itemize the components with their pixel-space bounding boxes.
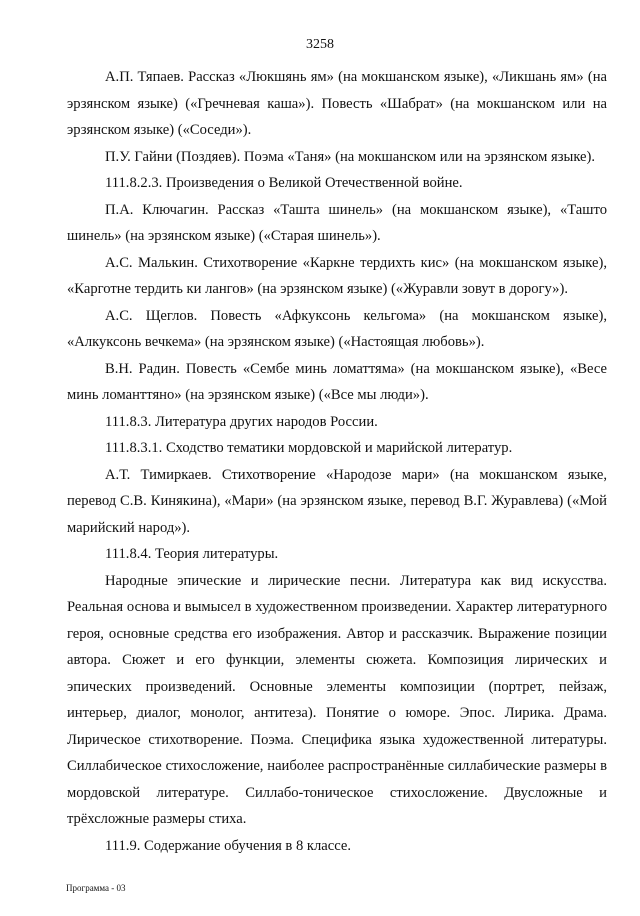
paragraph-tyapaev: А.П. Тяпаев. Рассказ «Люкшянь ям» (на мокшанском языке), «Ликшань ям» (на эрзянском языке) («Гречневая каша»). Повесть «Шабрат» (на мокшанском или на эрзянском языке) («Соседи»). <box>67 69 607 138</box>
page-number: 3258 <box>306 37 334 52</box>
paragraph-timirkaev: А.Т. Тимиркаев. Стихотворение «Народозе мари» (на мокшанском языке, перевод С.В. Кинякина), «Мари» (на эрзянском языке, перевод В.Г. Журавлева) («Мой марийский народ»). <box>67 466 607 536</box>
section-heading-111-8-2-3: 111.8.2.3. Произведения о Великой Отечественной войне. <box>105 175 463 191</box>
section-heading-111-8-4: 111.8.4. Теория литературы. <box>105 546 279 562</box>
paragraph-shcheglov: А.С. Щеглов. Повесть «Афкуксонь кельгома» (на мокшанском языке), «Алкуксонь вечкема» (на эрзянском языке) («Настоящая любовь»). <box>67 307 607 350</box>
document-body <box>67 64 607 859</box>
footer-label: Программа - 03 <box>66 883 126 893</box>
section-heading-111-8-3-1: 111.8.3.1. Сходство тематики мордовской и марийской литератур. <box>105 440 513 456</box>
paragraph-malkin: А.С. Малькин. Стихотворение «Каркне тердихть кис» (на мокшанском языке), «Карготне тердить ки лангов» (на эрзянском языке) («Журавли зовут в дорогу»). <box>67 254 607 297</box>
paragraph-gaini: П.У. Гайни (Поздяев). Поэма «Таня» (на мокшанском или на эрзянском языке). <box>105 148 596 165</box>
section-heading-111-9: 111.9. Содержание обучения в 8 классе. <box>105 837 352 854</box>
section-heading-111-8-3: 111.8.3. Литература других народов России. <box>105 413 378 430</box>
paragraph-radin: В.Н. Радин. Повесть «Сембе минь ломаттяма» (на мокшанском языке), «Весе минь ломанттяно» (на эрзянском языке) («Все мы люди»). <box>67 360 607 403</box>
paragraph-klyuchagin: П.А. Ключагин. Рассказ «Ташта шинель» (на мокшанском языке), «Ташто шинель» (на эрзянском языке) («Старая шинель»). <box>67 201 607 244</box>
paragraph-literary-theory: Народные эпические и лирические песни. Литература как вид искусства. Реальная основа и вымысел в художественном произведении. Характер литературного героя, основные средства его изображения. Автор и рассказчик. Выражение позиции автора. Сюжет и его функции, элементы сюжета. Композиция лирических и эпических произведений. Основные элементы композиции (портрет, пейзаж, интерьер, диалог, монолог, антитеза). Понятие о юморе. Эпос. Лирика. Драма. Лирическое стихотворение. Поэма. Специфика языка художественной литературы. Силлабическое стихосложение, наиболее распространённые силлабические размеры в мордовской литературе. Силлабо-тоническое стихосложение. Двусложные и трёхсложные размеры стиха. <box>67 572 607 827</box>
